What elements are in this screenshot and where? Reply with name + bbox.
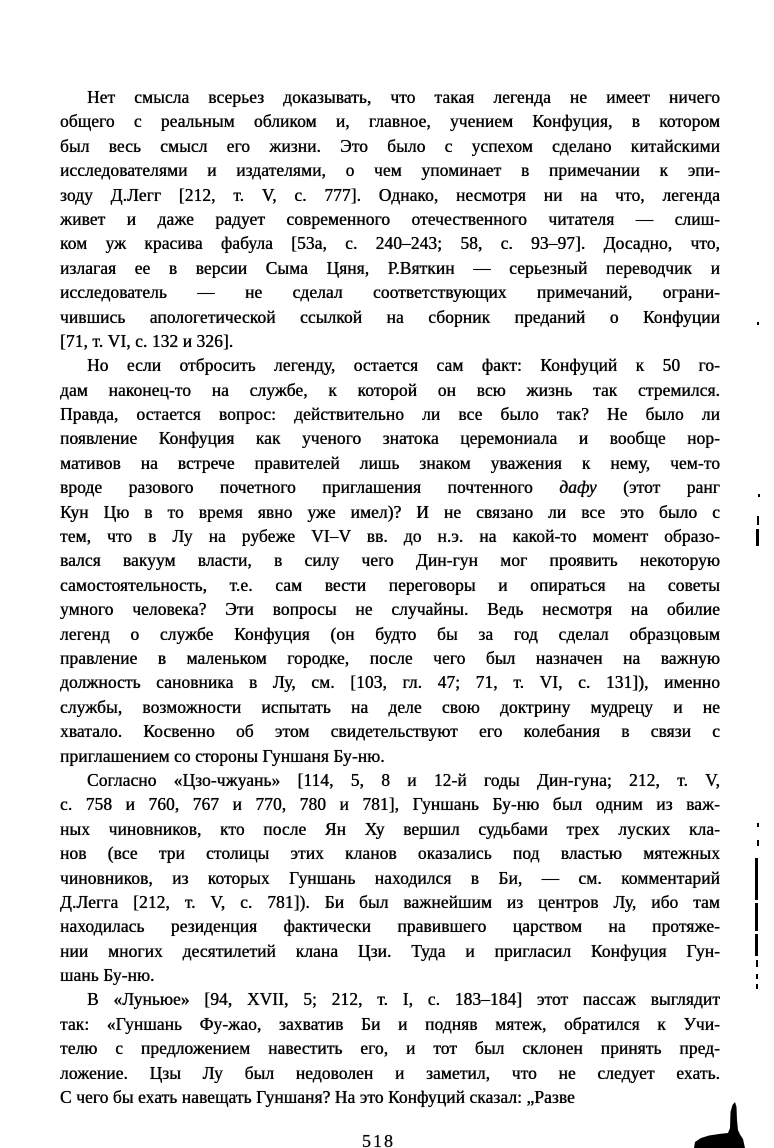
text-line: мативов на встрече правителей лишь знаком уважения к нему, чем-то [60,452,720,473]
text-line: Кун Цю в то время явно уже имел)? И не связано ли все это было с [60,501,720,522]
text-line: зоду Д.Легг [212, т. V, с. 777]. Однако, несмотря ни на что, легенда [60,184,720,205]
text-line: чившись апологетической ссылкой на сборник преданий о Конфуции [60,306,720,327]
text-line: живет и даже радует современного отечественного читателя — слиш- [60,208,720,229]
scan-speck-artifact [756,529,759,546]
text-line: легенд о службе Конфуция (он будто бы за год сделал образцовым [60,623,720,644]
text-line: Но если отбросить легенду, остается сам факт: Конфуций к 50 го- [87,355,720,376]
paragraph [60,353,720,768]
scan-speck-artifact [755,934,758,956]
page-text [60,85,720,1109]
text-line: С чего бы ехать навещать Гуншаня? На это Конфуций сказал: „Разве [60,1087,575,1108]
text-line: умного человека? Эти вопросы не случайны. Ведь несмотря на обилие [60,599,720,620]
text-line: правление в маленьком городке, после чего был назначен на важную [60,647,720,668]
text-line: с. 758 и 760, 767 и 770, 780 и 781], Гуншань Бу-ню был одним из важ- [60,794,720,815]
scan-speck-artifact [757,516,759,525]
text-line: Нет смысла всерьез доказывать, что такая легенда не имеет ничего [87,87,720,107]
text-line: шань Бу-ню. [60,965,155,986]
page-number: 518 [362,1131,395,1148]
text-line: нии многих десятилетий клана Цзи. Туда и пригласил Конфуция Гун- [60,940,720,961]
text-line: тем, что в Лу на рубеже VI–V вв. до н.э. на какой-то момент образо- [60,526,720,547]
paragraph [60,85,720,353]
text-line: В «Луньюе» [94, XVII, 5; 212, т. I, с. 183–184] этот пассаж выглядит [87,989,720,1010]
scan-speck-artifact [757,823,759,827]
text-line: находилась резиденция фактически правившего царством на протяже- [60,916,720,937]
text-line: ложение. Цзы Лу был недоволен и заметил, что не следует ехать. [60,1062,720,1083]
scan-speck-artifact [758,494,760,497]
paragraph [60,987,720,1109]
text-line: вался вакуум власти, в силу чего Дин-гун мог проявить некоторую [60,550,720,571]
text-line: Правда, остается вопрос: действительно ли все было так? Не было ли [60,404,720,425]
text-line: ком уж красива фабула [53а, с. 240–243; 58, с. 93–97]. Досадно, что, [60,233,720,254]
scan-speck-artifact [757,840,759,846]
text-line: должность сановника в Лу, см. [103, гл. 47; 71, т. VI, с. 131]), именно [60,672,720,693]
text-line: [71, т. VI, с. 132 и 326]. [60,330,234,351]
text-line: общего с реальным обликом и, главное, учением Конфуция, в котором [60,111,720,132]
text-line: так: «Гуншань Фу-жао, захватив Би и подняв мятеж, обратился к Учи- [60,1013,720,1034]
scan-speck-artifact [755,858,758,900]
text-line: ных чиновников, кто после Ян Ху вершил судьбами трех луских кла- [60,818,720,839]
text-line: исследователями и издателями, о чем упоминает в примечании к эпи- [60,160,720,181]
text-line: приглашением со стороны Гуншаня Бу-ню. [60,745,385,766]
text-line: излагая ее в версии Сыма Цяня, Р.Вяткин — серьезный переводчик и [60,257,720,278]
text-line: дам наконец-то на службе, к которой он всю жизнь так стремился. [60,379,720,400]
text-line: хватало. Косвенно об этом свидетельствуют его колебания в связи с [60,721,720,742]
scan-speck-artifact [756,960,758,967]
text-line: нов (все три столицы этих кланов оказались под властью мятежных [60,843,720,864]
text-line: самостоятельность, т.е. сам вести переговоры и опираться на советы [60,574,720,595]
text-line: телю с предложением навестить его, и тот был склонен принять пред- [60,1038,720,1059]
scan-speck-artifact [755,903,758,931]
text-line: был весь смысл его жизни. Это было с успехом сделано китайскими [60,135,720,156]
text-line: службы, возможности испытать на деле свою доктрину мудрецу и не [60,696,720,717]
text-line: Согласно «Цзо-чжуань» [114, 5, 8 и 12-й годы Дин-гуна; 212, т. V, [87,769,720,790]
text-line: Д.Легга [212, т. V, с. 781]). Би был важнейшим из центров Лу, ибо там [60,891,720,912]
paragraph [60,768,720,988]
scan-speck-artifact [757,322,759,325]
text-line: чиновников, из которых Гуншань находился в Би, — см. комментарий [60,867,720,888]
text-line: вроде разового почетного приглашения почтенного дафу (этот ранг [60,477,720,498]
scan-blob-artifact [690,1098,760,1148]
scan-speck-artifact [756,974,758,979]
text-line: появление Конфуция как ученого знатока церемониала и вообще нор- [60,428,720,449]
scan-speck-artifact [756,984,758,989]
text-line: исследователь — не сделал соответствующих примечаний, ограни- [60,282,720,303]
